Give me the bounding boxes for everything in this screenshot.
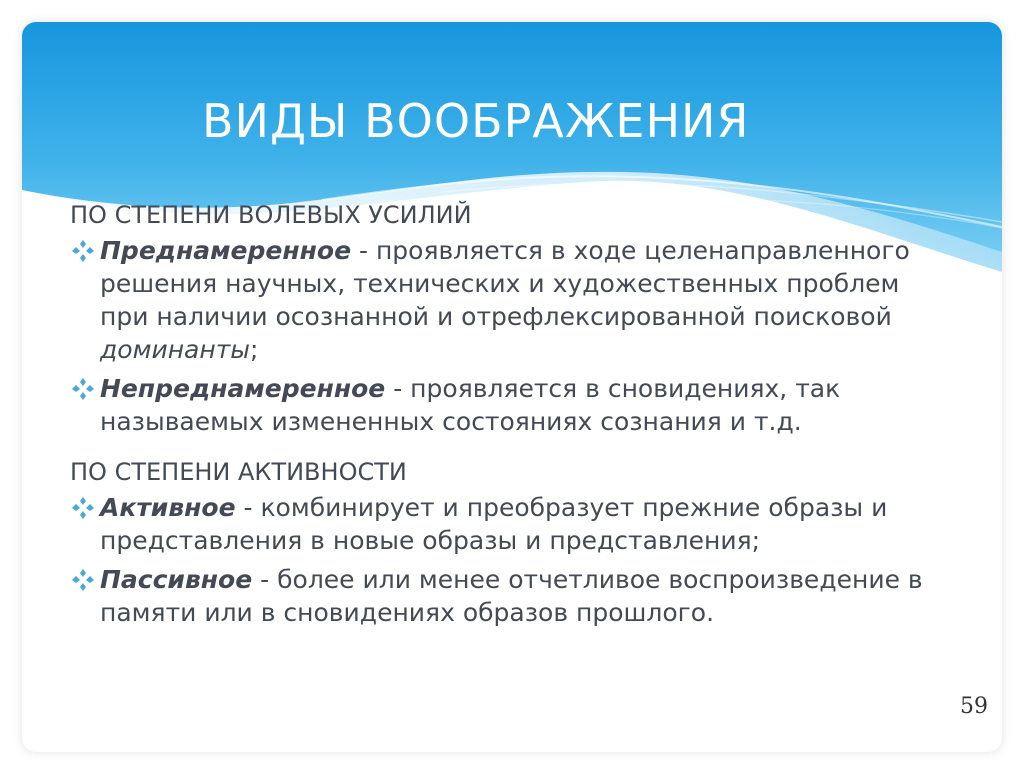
bullet-term: Непреднамеренное <box>100 374 386 403</box>
bullet-passive <box>70 563 950 629</box>
bullet-emphasis: доминанты <box>100 335 250 364</box>
bullet-active <box>70 491 950 557</box>
section-heading-volitional: ПО СТЕПЕНИ ВОЛЕВЫХ УСИЛИЙ <box>70 201 472 229</box>
diamond-bullet-icon <box>70 495 96 521</box>
bullet-term: Активное <box>100 493 236 522</box>
slide-title: ВИДЫ ВООБРАЖЕНИЯ <box>202 94 750 148</box>
slide <box>22 22 1002 752</box>
bullet-text <box>100 234 950 366</box>
diamond-bullet-icon <box>70 567 96 593</box>
bullet-term: Пассивное <box>100 565 253 594</box>
bullet-description: - более или менее отчетливое воспроизведение в памяти или в сновидениях образов прошлого. <box>100 565 923 627</box>
bullet-description: - комбинирует и преобразует прежние образы и представления в новые образы и представления; <box>100 493 888 555</box>
bullet-text <box>100 491 950 557</box>
section-heading-activity: ПО СТЕПЕНИ АКТИВНОСТИ <box>70 458 407 486</box>
bullet-text <box>100 372 950 438</box>
bullet-term: Преднамеренное <box>100 236 352 265</box>
bullet-unintentional <box>70 372 950 438</box>
bullet-tail: ; <box>250 335 259 364</box>
bullet-intentional <box>70 234 950 366</box>
bullet-description: - проявляется в ходе целенаправленного решения научных, технических и художественных проблем при наличии осознанной и отрефлексированной поисковой <box>100 236 910 331</box>
page-number: 59 <box>960 694 988 719</box>
diamond-bullet-icon <box>70 376 96 402</box>
slide-body <box>70 199 950 635</box>
diamond-bullet-icon <box>70 238 96 264</box>
bullet-text <box>100 563 950 629</box>
bullet-description: - проявляется в сновидениях, так называемых измененных состояниях сознания и т.д. <box>100 374 841 436</box>
